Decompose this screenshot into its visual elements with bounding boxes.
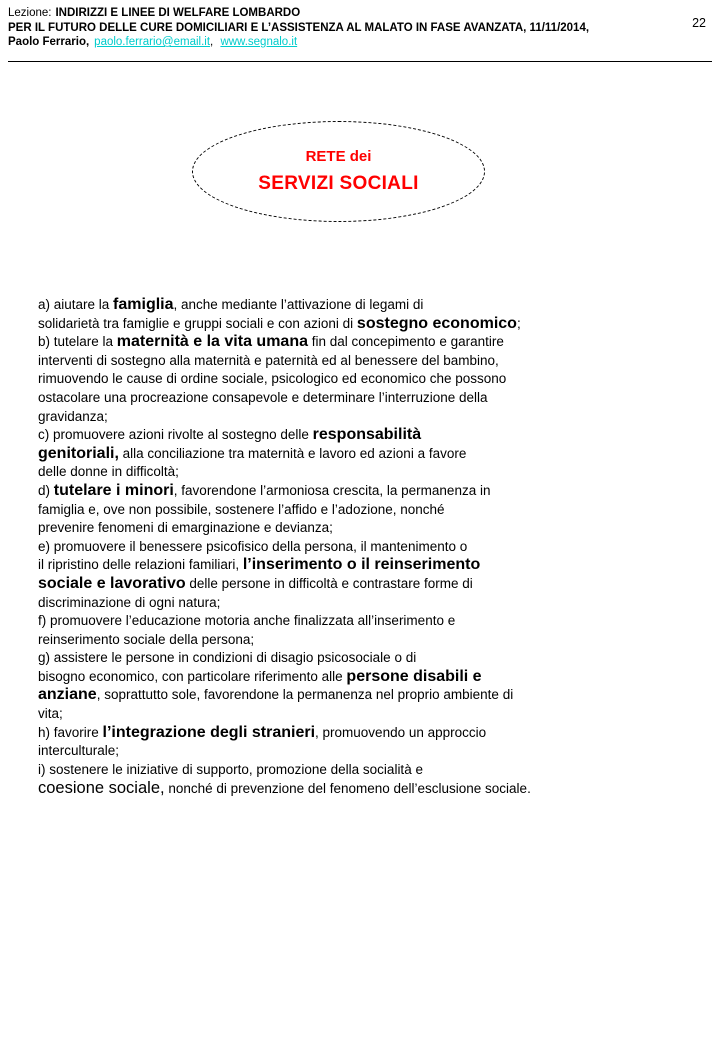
body-segment: delle persone in difficoltà e contrastare forme di (185, 575, 473, 591)
body-emphasis: l’integrazione degli stranieri (102, 723, 316, 741)
author-line (8, 35, 712, 50)
body-segment: e) promuovere il benessere psicofisico della persona, il mantenimento o (38, 538, 468, 554)
body-segment: , promuovendo un approccio (315, 724, 487, 740)
body-line (38, 352, 700, 371)
body-segment: fin dal concepimento e garantire (307, 334, 504, 350)
body-line (38, 724, 700, 743)
lecture-title-line2: PER IL FUTURO DELLE CURE DOMICILIARI E L’ASSISTENZA AL MALATO IN FASE AVANZATA, 11/11/2014, (8, 21, 590, 34)
body-line (38, 742, 700, 761)
body-emphasis: sostegno economico (356, 314, 517, 332)
body-segment: interventi di sostegno alla maternità e paternità ed al benessere del bambino, (38, 352, 499, 368)
body-segment: rimuovendo le cause di ordine sociale, psicologico ed economico che possono (38, 371, 507, 387)
servizi-sociali-ellipse (192, 121, 485, 222)
body-line (38, 612, 700, 631)
body-segment: il ripristino delle relazioni familiari, (38, 557, 243, 573)
body-line (38, 761, 700, 780)
ellipse-title-line2: SERVIZI SOCIALI (258, 173, 419, 194)
body-emphasis: anziane (38, 686, 97, 704)
body-segment: , favorendone l’armoniosa crescita, la permanenza in (173, 482, 491, 498)
body-emphasis: famiglia (113, 296, 174, 313)
body-line (38, 445, 700, 464)
body-segment: , anche mediante l’attivazione di legami di (173, 297, 424, 312)
body-line (38, 575, 700, 594)
header-divider (8, 61, 712, 62)
body-segment: alla conciliazione tra maternità e lavoro ed azioni a favore (118, 445, 467, 461)
body-segment: ostacolare una procreazione consapevole e determinare l’interruzione della (38, 389, 488, 405)
body-segment: prevenire fenomeni di emarginazione e devianza; (38, 520, 333, 536)
body-emphasis: persone disabili e (346, 667, 482, 685)
body-line (38, 296, 700, 315)
body-line (38, 556, 700, 575)
header (8, 6, 712, 50)
body-segment: f) promuovere l’educazione motoria anche finalizzata all’inserimento e (38, 613, 456, 629)
body-emphasis: maternità e la vita umana (116, 333, 308, 351)
body-segment: famiglia e, ove non possibile, sostenere l’affido e l’adozione, nonché (38, 501, 445, 517)
body-line (38, 463, 700, 482)
lecture-title-line1: INDIRIZZI E LINEE DI WELFARE LOMBARDO (55, 7, 301, 19)
body-segment: , soprattutto sole, favorendone la permanenza nel proprio ambiente di (96, 687, 514, 703)
body-emphasis: l’inserimento o il reinserimento (242, 556, 481, 574)
body-segment: b) tutelare la (38, 334, 117, 350)
body-line (38, 631, 700, 650)
body-line (38, 686, 700, 705)
body-line (38, 594, 700, 613)
author-name: Paolo Ferrario, (8, 36, 90, 48)
page-number: 22 (692, 16, 706, 30)
body-segment: vita; (38, 706, 63, 722)
body-segment: c) promuovere azioni rivolte al sostegno delle (38, 427, 313, 443)
body-segment: discriminazione di ogni natura; (38, 594, 221, 610)
body-segment: ; (516, 315, 521, 331)
website-link[interactable]: www.segnalo.it (220, 36, 298, 48)
body-segment: h) favorire (38, 724, 103, 740)
links-separator: , (210, 36, 214, 48)
body-line (38, 649, 700, 668)
body-line (38, 389, 700, 408)
body-line (38, 538, 700, 557)
body-emphasis: coesione sociale, (38, 779, 165, 798)
body-segment: i) sostenere le iniziative di supporto, promozione della socialità e (38, 761, 423, 777)
body-line (38, 408, 700, 427)
body-emphasis: sociale e lavorativo (38, 574, 186, 592)
body-emphasis: genitoriali, (38, 444, 119, 462)
body-segment: d) (38, 482, 54, 498)
body-segment: reinserimento sociale della persona; (38, 631, 255, 647)
body-segment: bisogno economico, con particolare riferimento alle (38, 668, 347, 684)
body-line (38, 482, 700, 501)
body-line (38, 315, 700, 334)
body-line (38, 426, 700, 445)
body-emphasis: responsabilità (312, 426, 422, 444)
body-segment: interculturale; (38, 743, 120, 759)
body-line (38, 333, 700, 352)
body-segment: nonché di prevenzione del fenomeno dell’esclusione sociale. (164, 781, 531, 797)
body-segment: gravidanza; (38, 408, 108, 424)
body-segment: delle donne in difficoltà; (38, 464, 179, 480)
body-line (38, 501, 700, 520)
body-line (38, 705, 700, 724)
body-emphasis: tutelare i minori (53, 481, 174, 499)
lecture-title-line1-wrap (8, 6, 712, 21)
body-text (38, 296, 700, 799)
body-line (38, 519, 700, 538)
ellipse-title-line1: RETE dei (305, 148, 372, 165)
body-segment: g) assistere le persone in condizioni di disagio psicosociale o di (38, 650, 417, 666)
body-line (38, 779, 700, 799)
body-segment: solidarietà tra famiglie e gruppi sociali e con azioni di (38, 315, 357, 331)
lezione-label: Lezione: (8, 7, 52, 19)
body-segment: a) aiutare la (38, 297, 114, 312)
body-line (38, 668, 700, 687)
body-line (38, 370, 700, 389)
email-link[interactable]: paolo.ferrario@email.it (94, 36, 211, 48)
